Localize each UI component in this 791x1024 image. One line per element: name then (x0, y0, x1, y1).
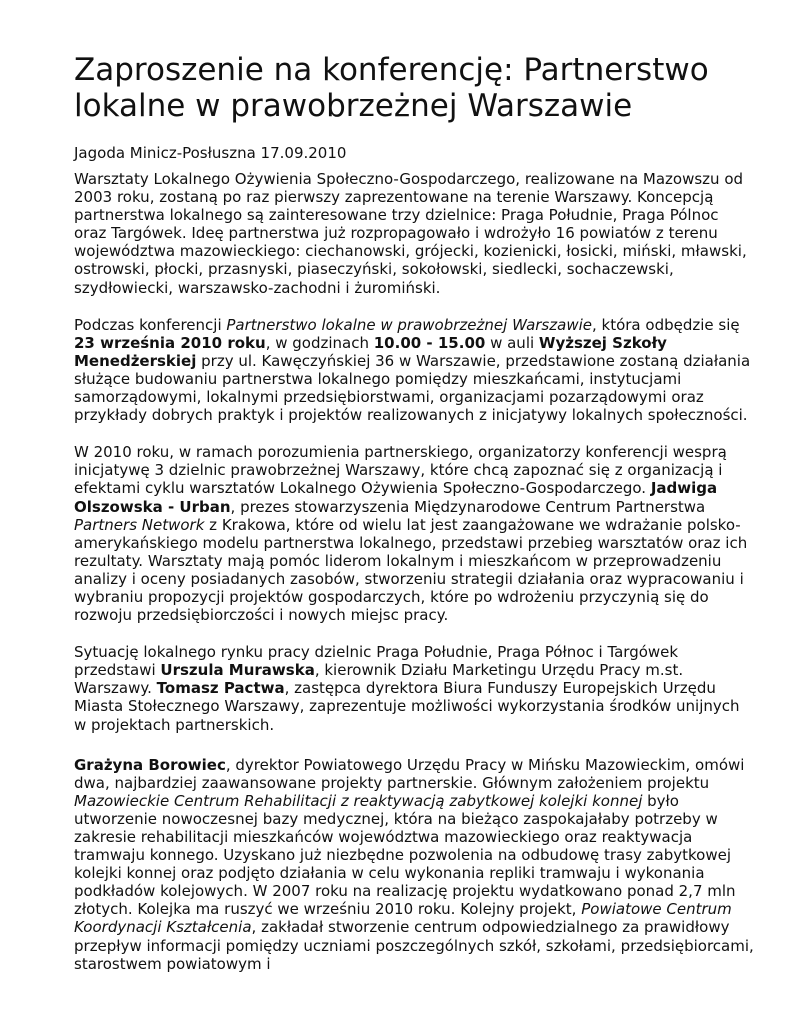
paragraph-projects (74, 756, 754, 973)
text-run: w auli (485, 333, 539, 352)
speaker-name: Jadwiga Olszowska - Urban (74, 479, 718, 516)
article (74, 52, 754, 973)
paragraph-intro (74, 170, 754, 297)
paragraph-labor-market (74, 643, 754, 733)
paragraph-partnership (74, 443, 754, 624)
conference-date: 23 września 2010 roku (74, 333, 266, 352)
text-run: przy ul. Kawęczyńskiej 36 w Warszawie, przedstawione zostaną działania służące budowaniu partnerstwa lokalnego pomiędzy mieszkańcami, instytucjami samorządowymi, lokalnymi przedsiębiorstwami, organizacjami pozarządowymi oraz przykłady dobrych praktyk i projektów realizowanych z inicjatywy lokalnych społeczności. (74, 351, 751, 425)
text-run: z Krakowa, które od wielu lat jest zaangażowane we wdrażanie polsko-amerykańskiego modelu partnerstwa lokalnego, przedstawi przebieg warsztatów oraz ich rezultaty. Warsztaty mają pomóc liderom lokalnym i mieszkańcom w przeprowadzeniu analizy i oceny posiadanych zasobów, stworzeniu strategii działania oraz wypracowaniu i wybraniu propozycji projektów gospodarczych, które po wdrożeniu przyczynią się do rozwoju przedsiębiorczości i nowych miejsc pracy. (74, 515, 748, 625)
text-run: , która odbędzie się (591, 315, 740, 334)
organization-name: Partners Network (74, 515, 205, 534)
text-run: , zakładał stworzenie centrum odpowiedzialnego za prawidłowy przepływ informacji pomiędzy uczniami poszczególnych szkół, szkołami, przedsiębiorcami, starostwem powiatowym i (74, 918, 754, 973)
text-run: Sytuację lokalnego rynku pracy dzielnic Praga Południe, Praga Północ i Targówek przedstawi (74, 643, 679, 680)
paragraph-intro-text: Warsztaty Lokalnego Ożywienia Społeczno-Gospodarczego, realizowane na Mazowszu od 2003 roku, zostaną po raz pierwszy zaprezentowane na terenie Warszawy. Koncepcją partnerstwa lokalnego są zainteresowane trzy dzielnice: Praga Południe, Praga Pólnoc oraz Targówek. Ideę partnerstwa już rozpropagowało i wdrożyło 16 powiatów z terenu województwa mazowieckiego: ciechanowski, grójecki, kozienicki, łosicki, miński, mławski, ostrowski, płocki, przasnyski, piaseczyński, sokołowski, siedlecki, sochaczewski, szydłowiecki, warszawsko-zachodni i żuromiński. (74, 170, 747, 297)
text-run: , prezes stowarzyszenia Międzynarodowe Centrum Partnerstwa (230, 497, 706, 516)
speaker-name: Grażyna Borowiec (74, 755, 226, 774)
text-run: , zastępca dyrektora Biura Funduszy Europejskich Urzędu Miasta Stołecznego Warszawy, zaprezentuje możliwości wykorzystania środków unijnych w projektach partnerskich. (74, 679, 740, 734)
text-run: W 2010 roku, w ramach porozumienia partnerskiego, organizatorzy konferencji wesprą inicjatywę 3 dzielnic prawobrzeżnej Warszawy, które chcą zapoznać się z organizacją i efektami cyklu warsztatów Lokalnego Ożywienia Społeczno-Gospodarczego. (74, 443, 727, 498)
paragraph-conference (74, 316, 754, 425)
speaker-name: Tomasz Pactwa (156, 679, 285, 698)
project-name: Powiatowe Centrum Koordynacji Kształcenia (74, 900, 732, 937)
text-run: , w godzinach (265, 333, 374, 352)
conference-name: Partnerstwo lokalne w prawobrzeżnej Warszawie (226, 315, 592, 334)
project-name: Mazowieckie Centrum Rehabilitacji z reaktywacją zabytkowej kolejki konnej (74, 791, 643, 810)
text-run: , dyrektor Powiatowego Urzędu Pracy w Mińsku Mazowieckim, omówi dwa, najbardziej zaawansowane projekty partnerskie. Głównym założeniem projektu (74, 755, 745, 792)
conference-venue: Wyższej Szkoły Menedżerskiej (74, 333, 667, 370)
text-run: , kierownik Działu Marketingu Urzędu Pracy m.st. Warszawy. (74, 661, 684, 698)
author-date-line: Jagoda Minicz-Posłuszna 17.09.2010 (74, 144, 347, 162)
speaker-name: Urszula Murawska (160, 661, 315, 680)
text-run: było utworzenie nowoczesnej bazy medycznej, która na bieżąco zaspokajałaby potrzeby w zakresie rehabilitacji mieszkańców województwa mazowieckiego oraz reaktywacja tramwaju konnego. Uzyskano już niezbędne pozwolenia na odbudowę trasy zabytkowej kolejki konnej oraz podjęto działania w celu wykonania repliki tramwaju i wykonania podkładów kolejowych. W 2007 roku na realizację projektu wydatkowano ponad 2,7 mln złotych. Kolejka ma ruszyć we wrześniu 2010 roku. Kolejny projekt, (74, 791, 736, 919)
conference-hours: 10.00 - 15.00 (373, 333, 486, 352)
text-run: Podczas konferencji (74, 315, 227, 334)
page-title: Zaproszenie na konferencję: Partnerstwo lokalne w prawobrzeżnej Warszawie (74, 52, 709, 124)
